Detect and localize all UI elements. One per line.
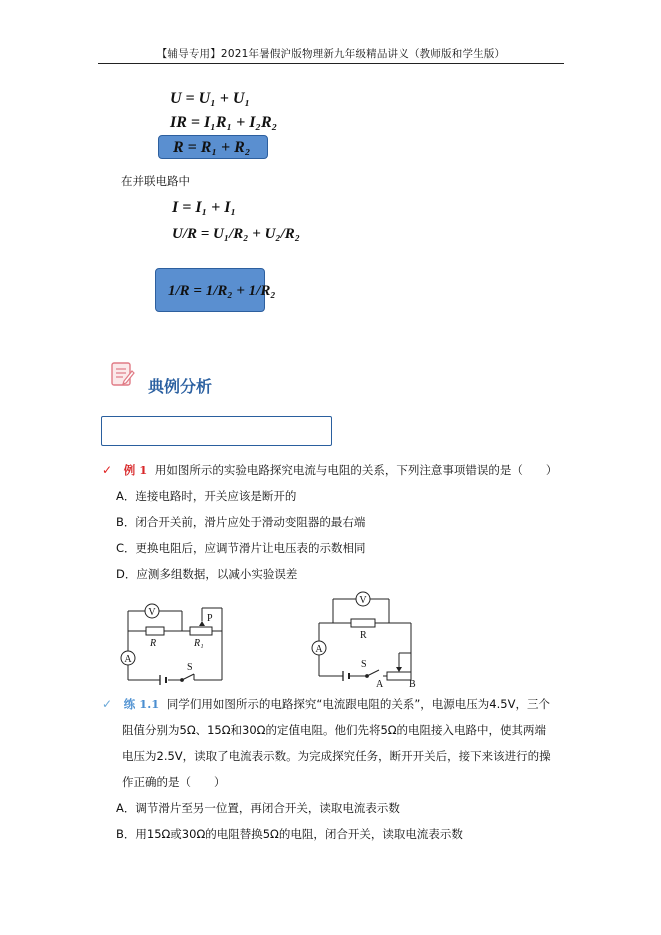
example-1-label: 例 1 (123, 463, 148, 477)
example-1-option-a: A．连接电路时，开关应该是断开的 (116, 489, 297, 503)
formula-voltage-sum-text: U = U₁ + U₁ (170, 90, 251, 107)
example-1-question (102, 462, 557, 478)
right-switch-label: S (361, 659, 367, 670)
slider-arrow-icon (396, 667, 402, 672)
right-end-b-label: B (409, 679, 416, 688)
circuit-diagram-right (305, 588, 425, 688)
example-1-option-b: B．闭合开关前，滑片应处于滑动变阻器的最右端 (116, 515, 366, 529)
circuit-diagram-left (110, 596, 230, 686)
left-voltmeter-label: V (148, 607, 156, 618)
practice-1-1-label: 练 1.1 (123, 697, 160, 711)
check-icon: ✓ (102, 697, 113, 711)
right-ammeter-label: A (315, 644, 323, 655)
example-1-option-d: D．应测多组数据，以减小实验误差 (116, 567, 298, 581)
formula-ir-sum-text: IR = I₁R₁ + I₂R₂ (170, 114, 278, 131)
check-icon: ✓ (102, 463, 113, 477)
example-1-text: 用如图所示的实验电路探究电流与电阻的关系，下列注意事项错误的是（ ） (154, 463, 558, 477)
left-slider-label: P (207, 613, 213, 624)
practice-1-1-text-line1: 同学们用如图所示的电路探究“电流跟电阻的关系”，电源电压为4.5V，三个 (166, 697, 550, 711)
header-divider (98, 63, 564, 64)
practice-1-1-option-a: A．调节滑片至另一位置，再闭合开关，读取电流表示数 (116, 801, 400, 815)
left-rheostat-label: R₁ (194, 638, 204, 649)
practice-1-1-line4: 作正确的是（ ） (122, 775, 226, 789)
page-header: 【辅导专用】2021年暑假沪版物理新九年级精品讲义（教师版和学生版） (156, 48, 506, 60)
slider-arrow-icon (199, 621, 205, 626)
practice-1-1-line3: 电压为2.5V，读取了电流表示数。为完成探究任务，断开开关后，接下来该进行的操 (122, 749, 551, 763)
formula-voltage-sum (170, 90, 250, 108)
formula-parallel-voltage-text: U/R = U₁/R₂ + U₂/R₂ (172, 226, 301, 242)
right-resistor-label: R (360, 630, 367, 641)
formula-current-sum-text: I = I₁ + I₁ (172, 199, 237, 216)
formula-parallel-voltage (172, 226, 300, 243)
practice-1-1-line1 (102, 696, 550, 712)
parallel-intro: 在并联电路中 (121, 174, 190, 188)
left-ammeter-label: A (124, 654, 132, 665)
formula-parallel-resistance-box (155, 268, 276, 312)
practice-1-1-line2: 阻值分别为5Ω、15Ω和30Ω的定值电阻。他们先将5Ω的电阻接入电路中，使其两端 (122, 723, 547, 737)
formula-series-resistance-box (158, 135, 268, 159)
notebook-pencil-icon (110, 361, 136, 389)
blank-answer-box (101, 416, 332, 446)
formula-parallel-resistance-text: 1/R = 1/R₂ + 1/R₂ (168, 283, 276, 299)
left-resistor-label: R (150, 638, 157, 649)
formula-series-resistance-text: R = R₁ + R₂ (173, 139, 251, 156)
left-switch-label: S (187, 662, 193, 673)
section-title: 典例分析 (148, 377, 213, 396)
right-end-a-label: A (376, 679, 384, 688)
example-1-option-c: C．更换电阻后，应调节滑片让电压表的示数相同 (116, 541, 366, 555)
practice-1-1-option-b: B．用15Ω或30Ω的电阻替换5Ω的电阻，闭合开关，读取电流表示数 (116, 827, 463, 841)
right-voltmeter-label: V (359, 595, 367, 606)
formula-ir-sum (170, 114, 277, 132)
formula-current-sum (172, 199, 236, 217)
